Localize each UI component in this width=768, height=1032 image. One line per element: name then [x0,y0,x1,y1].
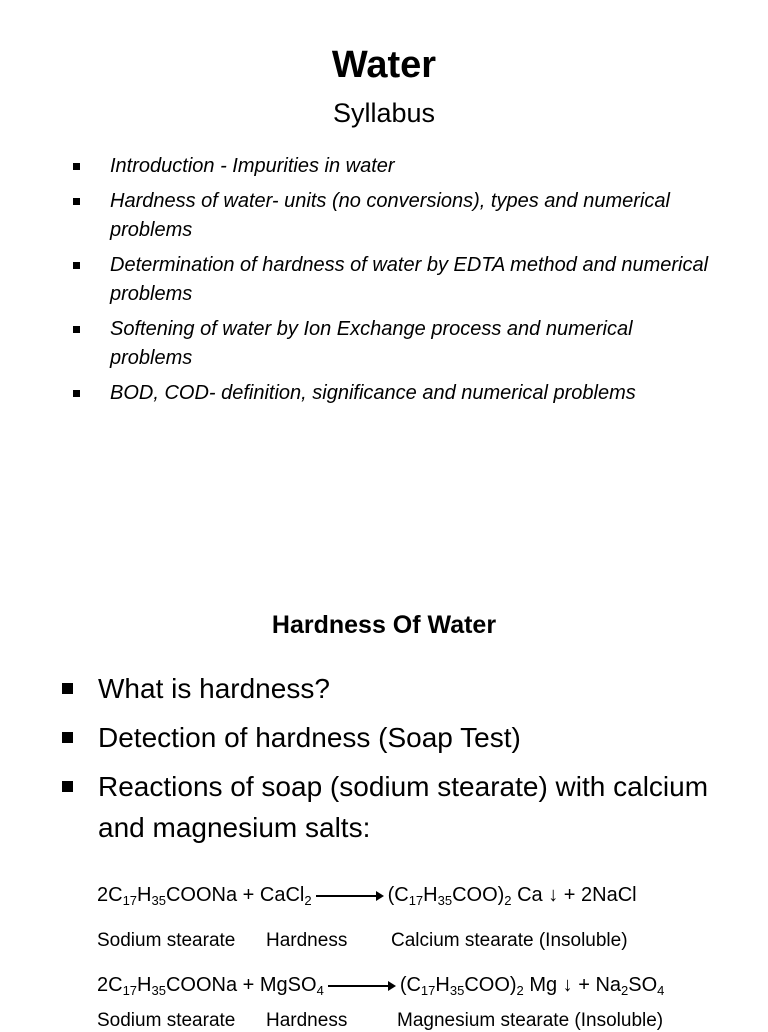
list-item: Reactions of soap (sodium stearate) with calcium and magnesium salts: [60,766,740,848]
square-bullet-icon [62,732,73,743]
arrow-right-icon [328,981,396,991]
square-bullet-icon [73,262,80,269]
slide-title: Water [331,44,437,86]
hardness-list [60,668,740,856]
reactant-label: Hardness [266,930,348,951]
list-item: Softening of water by Ion Exchange process and numerical problems [70,315,720,373]
list-item: What is hardness? [60,668,740,709]
reactant-label: Hardness [266,1010,348,1031]
list-item: Determination of hardness of water by EDTA method and numerical problems [70,251,720,309]
square-bullet-icon [73,198,80,205]
reaction-equation-calcium: $2C_{17}H_{35}COONa$ + CaCl$_2$ $(C_{17}H_{35}COO)_2$ Ca ↓ + 2NaCl [97,884,637,908]
arrow-right-icon [316,891,384,901]
syllabus-list [70,152,720,414]
reaction-equation-magnesium: $2C_{17}H_{35}COONa$ + MgSO$_4$ $(C_{17}H_{35}COO)_2$ Mg ↓ + $Na_2SO_4$ [97,974,665,998]
section-title: Hardness Of Water [271,611,497,639]
square-bullet-icon [73,326,80,333]
product-label: Calcium stearate (Insoluble) [391,930,628,951]
list-item: Introduction - Impurities in water [70,152,720,181]
reactant-label: Sodium stearate [97,930,236,951]
list-item: BOD, COD- definition, significance and numerical problems [70,379,720,408]
square-bullet-icon [62,683,73,694]
list-item: Detection of hardness (Soap Test) [60,717,740,758]
square-bullet-icon [62,781,73,792]
product-label: Magnesium stearate (Insoluble) [397,1010,664,1031]
reactant-label: Sodium stearate [97,1010,236,1031]
slide-subtitle: Syllabus [332,98,436,128]
square-bullet-icon [73,163,80,170]
list-item: Hardness of water- units (no conversions), types and numerical problems [70,187,720,245]
square-bullet-icon [73,390,80,397]
